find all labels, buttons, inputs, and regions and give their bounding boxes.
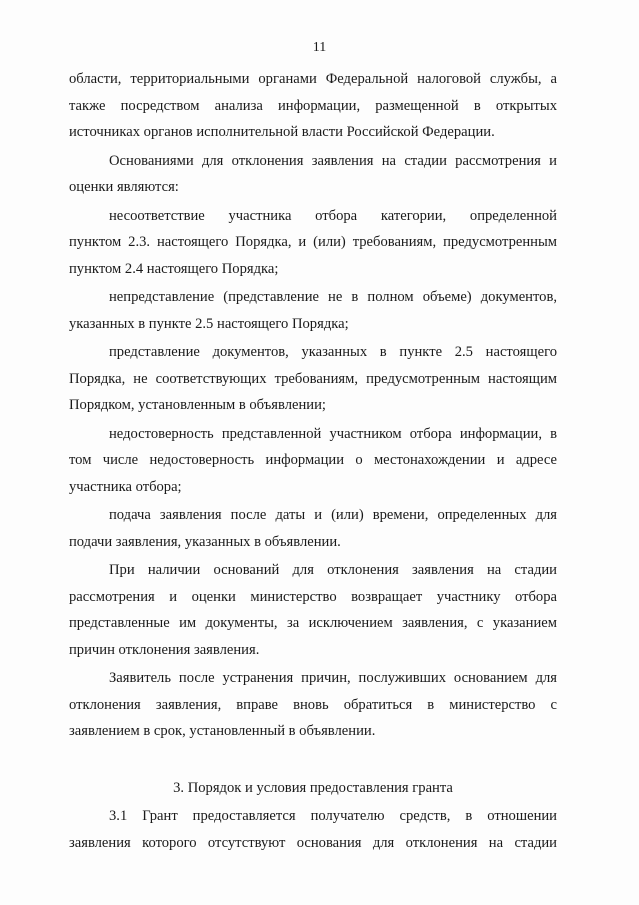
page-number: 11 (312, 40, 327, 55)
paragraph (69, 203, 557, 283)
section-heading: 3. Порядок и условия предоставления гранта (173, 779, 453, 796)
text-line: заявления которого отсутствуют основания для отклонения на стадии (69, 834, 557, 851)
text-line: пунктом 2.3. настоящего Порядка, и (или) требованиям, предусмотренным (69, 234, 557, 250)
text-line: отклонения заявления, вправе вновь обратиться в министерство с (69, 696, 557, 713)
paragraph (69, 339, 557, 419)
text-line: подачи заявления, указанных в объявлении. (69, 533, 341, 550)
text-line: несоответствие участника отбора категории, определенной (109, 207, 557, 224)
paragraph (69, 502, 557, 555)
paragraph (69, 421, 557, 501)
paragraph (69, 665, 557, 745)
text-line: представление документов, указанных в пункте 2.5 настоящего (109, 344, 557, 360)
text-line: области, территориальными органами Федеральной налоговой службы, а (69, 71, 557, 87)
text-line: 3.1 Грант предоставляется получателю средств, в отношении (109, 808, 557, 824)
text-line: рассмотрения и оценки министерство возвращает участнику отбора (69, 588, 557, 605)
text-line: Основаниями для отклонения заявления на стадии рассмотрения и (109, 152, 557, 169)
text-line: оценки являются: (69, 179, 179, 195)
text-line: пунктом 2.4 настоящего Порядка; (69, 260, 279, 277)
text-line: Порядка, не соответствующих требованиям, предусмотренным настоящим (69, 370, 557, 387)
text-line: недостоверность представленной участником отбора информации, в (109, 425, 557, 442)
text-line: источниках органов исполнительной власти Российской Федерации. (69, 124, 495, 140)
text-line: также посредством анализа информации, размещенной в открытых (69, 97, 557, 114)
text-line: подача заявления после даты и (или) времени, определенных для (109, 507, 557, 523)
text-line: участника отбора; (69, 478, 182, 495)
section-heading-block (69, 775, 557, 802)
text-line: Заявитель после устранения причин, послуживших основанием для (109, 670, 557, 686)
text-line: причин отклонения заявления. (69, 641, 260, 658)
text-line: Порядком, установленным в объявлении; (69, 397, 326, 413)
text-line: указанных в пункте 2.5 настоящего Порядка; (69, 315, 349, 332)
body-text (69, 66, 557, 856)
paragraph (69, 66, 557, 146)
text-line: том числе недостоверность информации о местонахождении и адресе (69, 452, 557, 468)
paragraph (69, 284, 557, 337)
paragraph (69, 557, 557, 663)
text-line: непредставление (представление не в полном объеме) документов, (109, 289, 557, 305)
paragraph (69, 803, 557, 856)
paragraph (69, 148, 557, 201)
text-line: При наличии оснований для отклонения заявления на стадии (109, 562, 557, 578)
text-line: представленные им документы, за исключением заявления, с указанием (69, 615, 557, 631)
text-line: заявлением в срок, установленный в объявлении. (69, 723, 376, 739)
